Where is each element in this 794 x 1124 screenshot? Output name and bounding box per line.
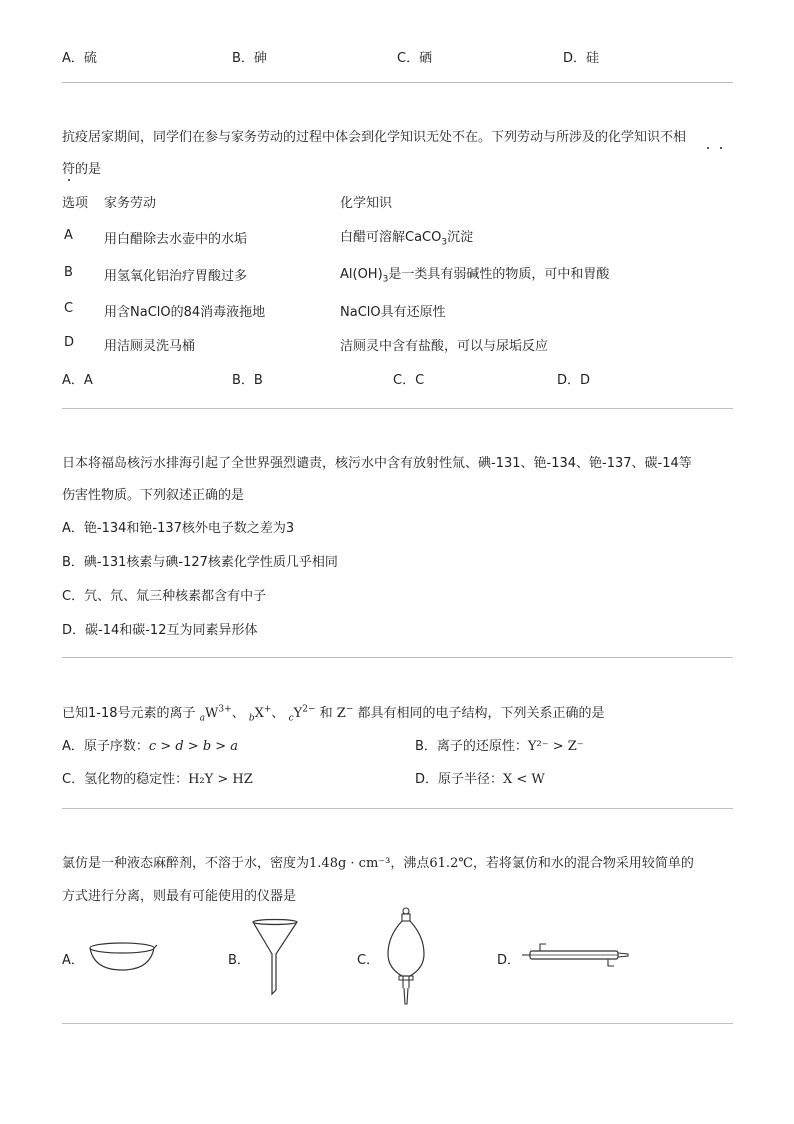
q4-option-a[interactable]: A．	[62, 953, 84, 968]
q1-stem-line1: 抗疫居家期间，同学们在参与家务劳动的过程中体会到化学知识无处不在。下列劳动与所涉及的化学知识不相	[62, 130, 687, 145]
q1-option-a[interactable]: A．A	[62, 373, 93, 388]
q2-option-d[interactable]: D．碳-14和碳-12互为同素异形体	[62, 623, 258, 638]
q1-stem-line2: 符的是	[62, 162, 102, 177]
q4-option-b[interactable]: B．	[228, 953, 250, 968]
q4-stem-line2: 方式进行分离，则最有可能使用的仪器是	[62, 889, 297, 904]
q3-stem: 已知1-18号元素的离子 $_aW^{3+}$、 $_b$X+、 $_cY^{2-}$ 和 Z− 都具有相同的电子结构，下列关系正确的是	[62, 704, 605, 724]
row-labor: 用白醋除去水壶中的水垢	[104, 232, 248, 247]
row-labor: 用氢氧化铝治疗胃酸过多	[104, 269, 248, 284]
q3-option-a[interactable]: A．原子序数：c > d > b > a	[62, 739, 239, 754]
table-header-option: 选项	[62, 196, 89, 211]
q2-stem-line2: 伤害性物质。下列叙述正确的是	[62, 488, 245, 503]
ion-w: $_aW^{3+}$	[199, 704, 232, 724]
divider	[62, 657, 733, 658]
q0-option-d[interactable]: D．硅	[563, 51, 600, 66]
q2-stem-line1: 日本将福岛核污水排海引起了全世界强烈谴责，核污水中含有放射性氚、碘-131、铯-134、铯-137、碳-14等	[62, 456, 692, 471]
q2-option-a[interactable]: A．铯-134和铯-137核外电子数之差为3	[62, 521, 295, 536]
row-labor: 用洁厕灵洗马桶	[104, 339, 196, 354]
row-knowledge: NaClO具有还原性	[340, 305, 446, 320]
table-header-labor: 家务劳动	[104, 196, 157, 211]
q1-option-d[interactable]: D．D	[557, 373, 591, 388]
table-header-knowledge: 化学知识	[340, 196, 393, 211]
q0-option-a[interactable]: A．硫	[62, 51, 97, 66]
q3-option-d[interactable]: D．原子半径：X < W	[415, 772, 545, 787]
q0-option-c[interactable]: C．硒	[397, 51, 433, 66]
row-option: C	[64, 301, 74, 316]
q2-option-b[interactable]: B．碘-131核素与碘-127核素化学性质几乎相同	[62, 555, 338, 570]
q1-option-c[interactable]: C．C	[393, 373, 425, 388]
ion-z: Z−	[336, 704, 354, 721]
q2-option-c[interactable]: C．氕、氘、氚三种核素都含有中子	[62, 589, 267, 604]
q0-option-b[interactable]: B．砷	[232, 51, 267, 66]
separatory-funnel-icon	[384, 906, 428, 1008]
emphasis-dot	[707, 147, 709, 149]
q1-option-b[interactable]: B．B	[232, 373, 263, 388]
q4-stem-line1: 氯仿是一种液态麻醉剂，不溶于水，密度为1.48g · cm⁻³，沸点61.2℃，若将氯仿和水的混合物采用较简单的	[62, 856, 694, 871]
row-knowledge: 白醋可溶解CaCO$_3$沉淀	[340, 230, 474, 248]
row-option: B	[64, 265, 73, 280]
funnel-icon	[250, 918, 300, 998]
ion-y: $_cY^{2-}$	[288, 704, 316, 724]
evaporating-dish-icon	[88, 940, 158, 974]
q1-stem-emphasis: 不相	[660, 130, 687, 145]
divider	[62, 1023, 733, 1024]
ion-x: $_b$X+	[248, 704, 272, 724]
q4-option-d[interactable]: D．	[497, 953, 521, 968]
q3-option-b[interactable]: B．离子的还原性：Y²⁻ > Z⁻	[415, 739, 584, 754]
q4-option-c[interactable]: C．	[357, 953, 380, 968]
divider	[62, 808, 733, 809]
emphasis-dot	[68, 179, 70, 181]
row-option: D	[64, 335, 75, 350]
row-knowledge: 洁厕灵中含有盐酸，可以与尿垢反应	[340, 339, 549, 354]
divider	[62, 408, 733, 409]
row-labor: 用含NaClO的84消毒液拖地	[104, 305, 266, 320]
q3-option-c[interactable]: C．氢化物的稳定性：H₂Y > HZ	[62, 772, 253, 787]
divider	[62, 82, 733, 83]
emphasis-dot	[720, 147, 722, 149]
row-knowledge: $Al(OH)_3$是一类具有弱碱性的物质，可中和胃酸	[340, 267, 610, 285]
condenser-icon	[520, 940, 632, 970]
row-option: A	[64, 228, 73, 243]
